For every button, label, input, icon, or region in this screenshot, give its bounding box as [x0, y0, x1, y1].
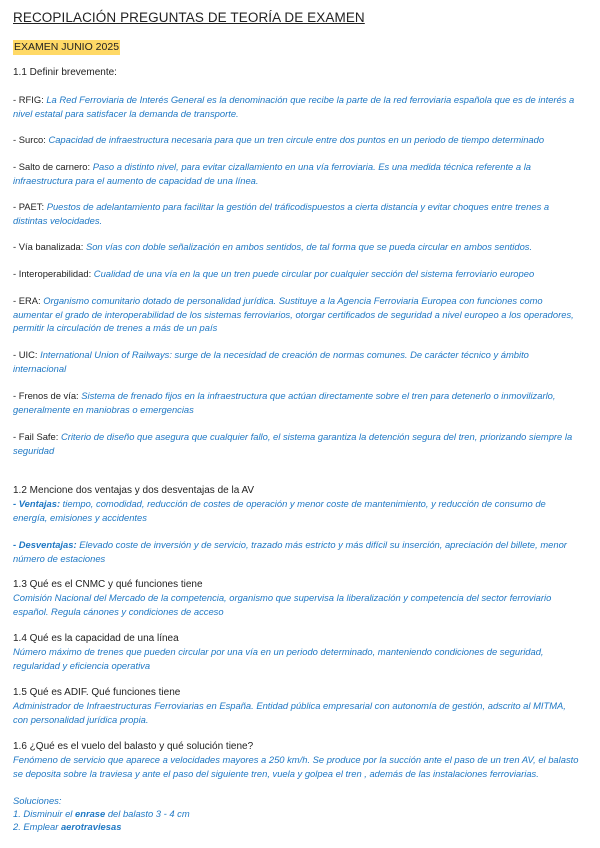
solution-1: [13, 807, 582, 821]
answer-text: Número máximo de trenes que pueden circular por una vía en un periodo determinado, manteniendo condiciones de seguridad, regularidad y eficiencia operativa: [13, 646, 544, 671]
definition-text: International Union of Railways: surge de la necesidad de creación de normas comunes. De carácter técnico y ámbito internacional: [13, 349, 529, 374]
definition-text: Capacidad de infraestructura necesaria para que un tren circule entre dos puntos en un periodo de tiempo determinado: [48, 134, 545, 145]
term-label: - ERA:: [13, 295, 41, 306]
definition-text: La Red Ferroviaria de Interés General es la denominación que recibe la parte de la red ferroviaria española que es de interés a nivel estatal para satisfacer la demanda de transporte.: [13, 94, 575, 119]
answer-cnmc: [13, 591, 582, 618]
definition-text: Criterio de diseño que asegura que cualquier fallo, el sistema garantiza la detención segura del tren, priorizando siempre la seguridad: [13, 431, 573, 456]
question-1-5-heading: 1.5 Qué es ADIF. Qué funciones tiene: [13, 687, 181, 698]
answer-desventajas: [13, 538, 582, 565]
definition-frenos-de-via: [13, 389, 582, 416]
term-label: - RFIG:: [13, 94, 44, 105]
definition-text: Cualidad de una vía en la que un tren puede circular por cualquier sección del sistema ferroviario europeo: [93, 268, 535, 279]
term-label: - Fail Safe:: [13, 431, 59, 442]
definition-era: [13, 294, 582, 335]
term-label: - Interoperabilidad:: [13, 268, 92, 279]
term-label: - Salto de carnero:: [13, 161, 91, 172]
desventajas-label: - Desventajas:: [13, 539, 77, 550]
definition-interoperabilidad: [13, 267, 582, 281]
definition-via-banalizada: [13, 240, 582, 254]
exam-label: EXAMEN JUNIO 2025: [14, 41, 120, 53]
definition-text: Son vías con doble señalización en ambos sentidos, de tal forma que se pueda circular en ambos sentidos.: [85, 241, 533, 252]
ventajas-label: - Ventajas:: [13, 498, 61, 509]
term-label: - Surco:: [13, 134, 46, 145]
term-label: - Vía banalizada:: [13, 241, 84, 252]
answer-text: Comisión Nacional del Mercado de la competencia, organismo que supervisa la liberalización y competencia del sector ferroviario español. Regula cánones y condiciones de acceso: [13, 592, 552, 617]
definition-text: Puestos de adelantamiento para facilitar la gestión del tráficodispuestos a cierta distancia y evitar choques entre trenes a distintas velocidades.: [13, 201, 550, 226]
solution-1-pre: 1. Disminuir el: [13, 808, 73, 819]
question-1-3-heading: 1.3 Qué es el CNMC y qué funciones tiene: [13, 579, 203, 590]
solutions-label: [13, 794, 582, 808]
answer-text: Administrador de Infraestructuras Ferroviarias en España. Entidad pública empresarial con autonomía de gestión, adscrito al MITMA, con personalidad jurídica propia.: [13, 700, 566, 725]
answer-adif: [13, 699, 582, 726]
answer-capacidad: [13, 645, 582, 672]
document-title: RECOPILACIÓN PREGUNTAS DE TEORÍA DE EXAMEN: [13, 10, 365, 25]
solution-2-bold: aerotraviesas: [60, 821, 122, 832]
definition-paet: [13, 200, 582, 227]
question-1-4-heading: 1.4 Qué es la capacidad de una línea: [13, 633, 179, 644]
question-1-2-heading: 1.2 Mencione dos ventajas y dos desventajas de la AV: [13, 485, 255, 496]
question-1-6-heading: 1.6 ¿Qué es el vuelo del balasto y qué solución tiene?: [13, 741, 254, 752]
solution-2-pre: 2. Emplear: [13, 821, 59, 832]
term-label: - Frenos de vía:: [13, 390, 79, 401]
definition-salto-de-carnero: [13, 160, 582, 187]
question-1-1-heading: 1.1 Definir brevemente:: [13, 67, 117, 78]
answer-text: Fenómeno de servicio que aparece a velocidades mayores a 250 km/h. Se produce por la succión ante el paso de un tren AV, el balasto se deposita sobre la traviesa y ante el paso del siguiente tren, vuela y golpea el tren , además de las instalaciones ferroviarias.: [13, 754, 579, 779]
solutions-label-text: Soluciones:: [13, 795, 62, 806]
definition-rfig: [13, 93, 582, 120]
definition-text: Paso a distinto nivel, para evitar cizallamiento en una vía ferroviaria. Es una medida técnica referente a la infraestructura para el aumento de capacidad de una línea.: [13, 161, 531, 186]
solution-1-bold: enrase: [75, 808, 106, 819]
definition-surco: [13, 133, 582, 147]
ventajas-text: tiempo, comodidad, reducción de costes de operación y menor coste de mantenimiento, y reducción de consumo de energía, emisiones y accidentes: [13, 498, 546, 523]
definition-text: Organismo comunitario dotado de personalidad jurídica. Sustituye a la Agencia Ferroviaria Europea con funciones como aumentar el grado de interoperabilidad de los sistemas ferroviarios, otorgar certificados de seguridad a nivel europeo a los operadores, permitir la circulación de trenes a más de un país: [13, 295, 574, 333]
solution-1-post: del balasto 3 - 4 cm: [107, 808, 190, 819]
definition-fail-safe: [13, 430, 582, 457]
answer-ventajas: [13, 497, 582, 524]
desventajas-text: Elevado coste de inversión y de servicio, trazado más estricto y más difícil su inserción, apreciación del billete, menor número de estaciones: [13, 539, 567, 564]
definition-uic: [13, 348, 582, 375]
term-label: - UIC:: [13, 349, 38, 360]
definition-text: Sistema de frenado fijos en la infraestructura que actúan directamente sobre el tren para detenerlo o inmovilizarlo, generalmente en maniobras o emergencias: [13, 390, 556, 415]
answer-vuelo-balasto: [13, 753, 582, 780]
term-label: - PAET:: [13, 201, 45, 212]
solution-2: [13, 820, 582, 834]
